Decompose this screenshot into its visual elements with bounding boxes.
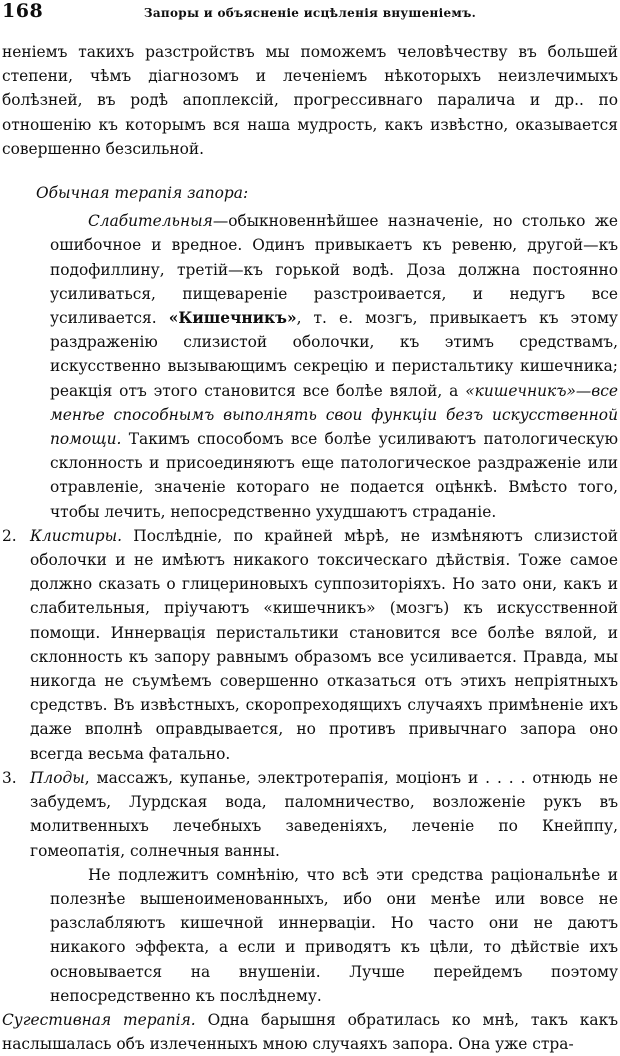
page-number: 168 <box>2 0 44 22</box>
laxatives-text-c: Такимъ способомъ все болѣе усиливаютъ патологическую склонность и присоединяютъ еще патологическое раздраженіе или отравленіе, значеніе котораго не подается оцѣнкѣ. Вмѣсто того, чтобы лечить, непосредственно ухудшаютъ страданіе. <box>50 430 618 521</box>
running-title: Запоры и объясненіе исцѣленія внушеніемъ. <box>143 6 477 20</box>
enemas-term: Клистиры. <box>30 526 123 545</box>
laxatives-text-a: —обыкновеннѣйшее назначеніе, но столько же ошибочное и вредное. Одинъ привыкаетъ къ ревеню, другой—къ подофиллину, третій—къ горькой водѣ. Доза должна постоянно усиливаться, пищевареніе разстроивается, и недугъ все усиливается. <box>50 212 618 328</box>
item-number-3: 3. <box>2 768 17 787</box>
page-body <box>2 40 618 1056</box>
intro-paragraph: неніемъ такихъ разстройствъ мы поможемъ человѣчеству въ большей степени, чѣмъ діагнозомъ и леченіемъ нѣкоторыхъ неизлечимыхъ болѣзней, въ родѣ апоплексій, прогрессивнаго паралича и др.. по отношенію къ которымъ вся наша мудрость, какъ извѣстно, оказывается совершенно безсильной. <box>2 43 618 158</box>
fruits-text: , массажъ, купанье, электротерапія, моціонъ и . . . . отнюдь не забудемъ, Лурдская вода, паломничество, возложеніе рукъ въ молитвенныхъ лечебныхъ заведеніяхъ, леченіе по Кнейппу, гомеопатія, солнечныя ванны. <box>30 768 618 860</box>
item-enemas <box>2 524 618 766</box>
section-heading-ordinary-therapy: Обычная терапія запора: <box>36 184 249 203</box>
intestine-quote: «Кишечникъ» <box>168 309 297 328</box>
enemas-text-block <box>30 524 618 766</box>
laxatives-text-b: , т. е. мозгъ, привыкаетъ къ этому раздраженію слизистой оболочки, къ этимъ средствамъ, искусственно вызывающимъ секрецію и перистальтику кишечника; реакція отъ этого становится все болѣе вялой, а <box>50 309 618 400</box>
enemas-text: Послѣдніе, по крайней мѣрѣ, не измѣняютъ слизистой оболочки и не имѣютъ никакого токсическаго дѣйствія. Тоже самое должно сказать о глицериновыхъ суппозиторіяхъ. Но зато они, какъ и слабительныя, пріучаютъ «кишечникъ» (мозгъ) къ искусственной помощи. Иннервація перистальтики становится все болѣе вялой, и склонность къ запору равнымъ образомъ все усиливается. Правда, мы никогда не съумѣемъ совершенно отказаться отъ этихъ непріятныхъ средствъ. Въ извѣстныхъ, скоропреходящихъ случаяхъ примѣненіе ихъ даже вполнѣ оправдывается, но противъ привычнаго запора оно всегда весьма фатально. <box>30 526 618 763</box>
laxatives-paragraph <box>50 209 618 524</box>
suggestive-therapy-text: Одна барышня обратилась ко мнѣ, такъ какъ наслышалась объ излеченныхъ мною случаяхъ запора. Она уже стра- <box>2 1010 618 1054</box>
item-laxatives <box>2 209 618 524</box>
fruits-term: Плоды <box>30 768 85 787</box>
laxatives-emphasis: «кишечникъ»—все менѣе способнымъ выполнять свои функціи безъ искусственной помощи. <box>50 381 618 449</box>
conclusion-paragraph: Не подлежитъ сомнѣнію, что всѣ эти средства раціональнѣе и полезнѣе вышеноименованныхъ, ибо они менѣе или вовсе не разслабляютъ кишечной иннерваціи. Но часто они не даютъ никакого эффекта, а если и приводятъ къ цѣли, то дѣйствіе ихъ основывается на внушеніи. Лучше перейдемъ поэтому непосредственно къ послѣднему. <box>50 865 618 1005</box>
fruits-text-block <box>30 766 618 863</box>
laxatives-term: Слабительныя <box>88 212 213 231</box>
item-fruits <box>2 766 618 863</box>
page-header <box>2 0 618 40</box>
conclusion-block <box>2 863 618 1008</box>
item-number-2: 2. <box>2 526 17 545</box>
suggestive-therapy-term: Сугестивная терапія. <box>2 1010 196 1029</box>
suggestive-therapy-paragraph <box>2 1008 618 1056</box>
